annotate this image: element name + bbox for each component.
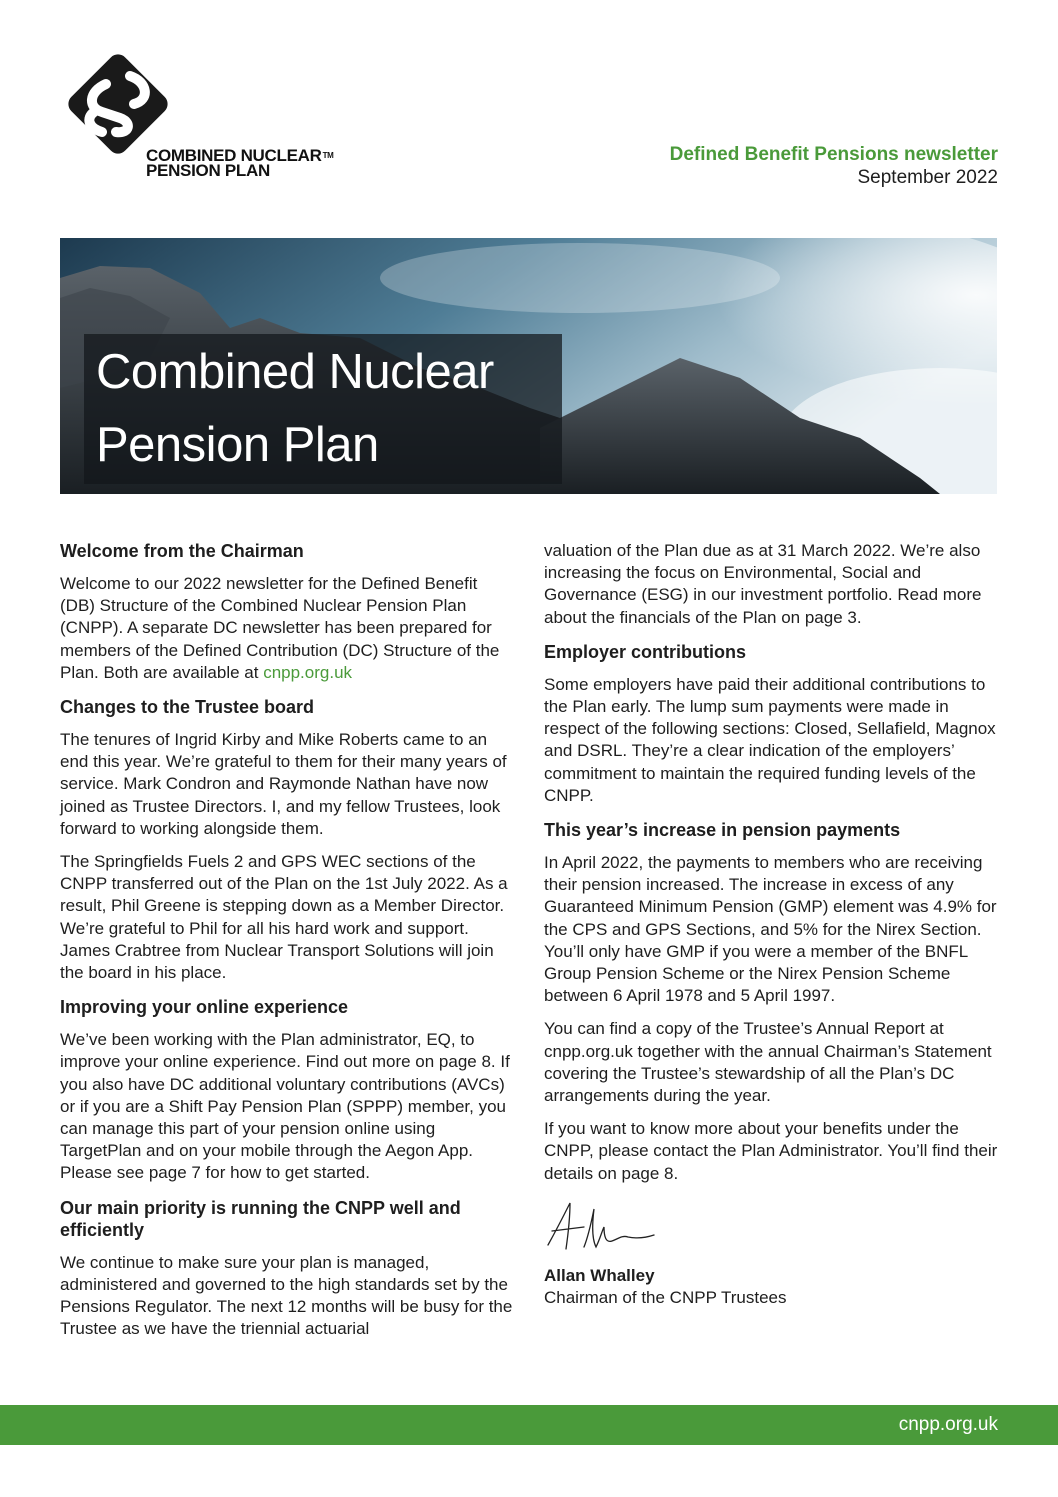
brand-name-line1: COMBINED NUCLEAR <box>146 146 322 165</box>
section-heading: Improving your online experience <box>60 997 349 1018</box>
masthead <box>670 143 998 189</box>
section-heading: Our main priority is running the CNPP well and efficiently <box>60 1197 461 1240</box>
hero-title-line1: Combined Nuclear <box>96 345 494 399</box>
section-heading: This year’s increase in pension payments <box>544 820 901 841</box>
section-main-priority-continued <box>544 540 1000 629</box>
section-body: The Springfields Fuels 2 and GPS WEC sections of the CNPP transferred out of the Plan on the 1st July 2022. As a result, Phil Greene is stepping down as a Member Director. We’re grateful to Phil for all his hard work and support. James Crabtree from Nuclear Transport Solutions will join the board in his place. <box>60 852 508 983</box>
section-body: Some employers have paid their additional contributions to the Plan early. The lump sum payments were made in respect of the following sections: Closed, Sellafield, Magnox and DSRL. They’re a clear indication of the employers’ commitment to maintain the required funding levels of the CNPP. <box>544 674 996 805</box>
welcome-text: Welcome to our 2022 newsletter for the Defined Benefit (DB) Structure of the Combined Nuclear Pension Plan (CNPP). A separate DC newsletter has been prepared for members of the Defined Contribution (DC) Structure of the Plan. Both are available at <box>60 574 500 682</box>
hero-title-line2: Pension Plan <box>96 418 379 472</box>
left-column <box>60 540 516 1352</box>
hero-title <box>84 334 562 484</box>
hero-banner <box>60 238 997 494</box>
newsletter-date: September 2022 <box>857 167 998 188</box>
section-main-priority <box>60 1197 516 1341</box>
section-heading: Changes to the Trustee board <box>60 697 315 718</box>
section-welcome <box>60 540 516 684</box>
section-body: In April 2022, the payments to members who are receiving their pension increased. The increase in excess of any Guaranteed Minimum Pension (GMP) element was 4.9% for the CPS and GPS Sections, and 5% for the Nirex Section. You’ll only have GMP if you were a member of the BNFL Group Pension Scheme or the Nirex Pension Scheme between 6 April 1978 and 5 April 1997. <box>544 853 997 1006</box>
handwritten-signature <box>544 1197 684 1259</box>
section-body: You can find a copy of the Trustee’s Annual Report at cnpp.org.uk together with the annual Chairman’s Statement covering the Trustee’s stewardship of all the Plan’s DC arrangements during the year. <box>544 1019 992 1106</box>
section-pension-increase <box>544 819 1000 1185</box>
section-body: valuation of the Plan due as at 31 March 2022. We’re also increasing the focus on Environmental, Social and Governance (ESG) in our investment portfolio. Read more about the financials of the Plan on page 3. <box>544 541 982 627</box>
brand-name <box>146 148 334 178</box>
section-body: The tenures of Ingrid Kirby and Mike Roberts came to an end this year. We’re grateful to them for their many years of service. Mark Condron and Raymonde Nathan have now joined as Trustee Directors. I, and my fellow Trustees, look forward to working alongside them. <box>60 730 507 838</box>
trademark-mark: TM <box>322 151 334 160</box>
section-trustee-board <box>60 696 516 984</box>
chairman-signature <box>544 1197 1000 1259</box>
section-body: If you want to know more about your benefits under the CNPP, please contact the Plan Administrator. You’ll find their details on page 8. <box>544 1119 998 1183</box>
section-heading: Welcome from the Chairman <box>60 541 304 561</box>
section-body <box>60 573 516 684</box>
right-column <box>544 540 1000 1309</box>
brand-name-line2: PENSION PLAN <box>146 161 270 180</box>
section-heading: Employer contributions <box>544 641 747 662</box>
footer-bar <box>0 1405 1058 1445</box>
section-employer-contributions <box>544 641 1000 807</box>
newsletter-title: Defined Benefit Pensions newsletter <box>669 144 998 165</box>
brand-logo <box>58 48 378 188</box>
section-online-experience <box>60 996 516 1184</box>
section-body: We continue to make sure your plan is managed, administered and governed to the high standards set by the Pensions Regulator. The next 12 months will be busy for the Trustee as we have the triennial actuarial <box>60 1252 513 1339</box>
website-link[interactable]: cnpp.org.uk <box>263 662 353 682</box>
footer-website-link[interactable]: cnpp.org.uk <box>898 1414 998 1435</box>
signer-name: Allan Whalley <box>544 1265 655 1285</box>
section-body: We’ve been working with the Plan administrator, EQ, to improve your online experience. Find out more on page 8. If you also have DC additional voluntary contributions (AVCs) or if you are a Shift Pay Pension Plan (SPPP) member, you can manage this part of your pension online using TargetPlan and on your mobile through the Aegon App. Please see page 7 for how to get started. <box>60 1030 510 1183</box>
signer-role: Chairman of the CNPP Trustees <box>544 1287 787 1307</box>
